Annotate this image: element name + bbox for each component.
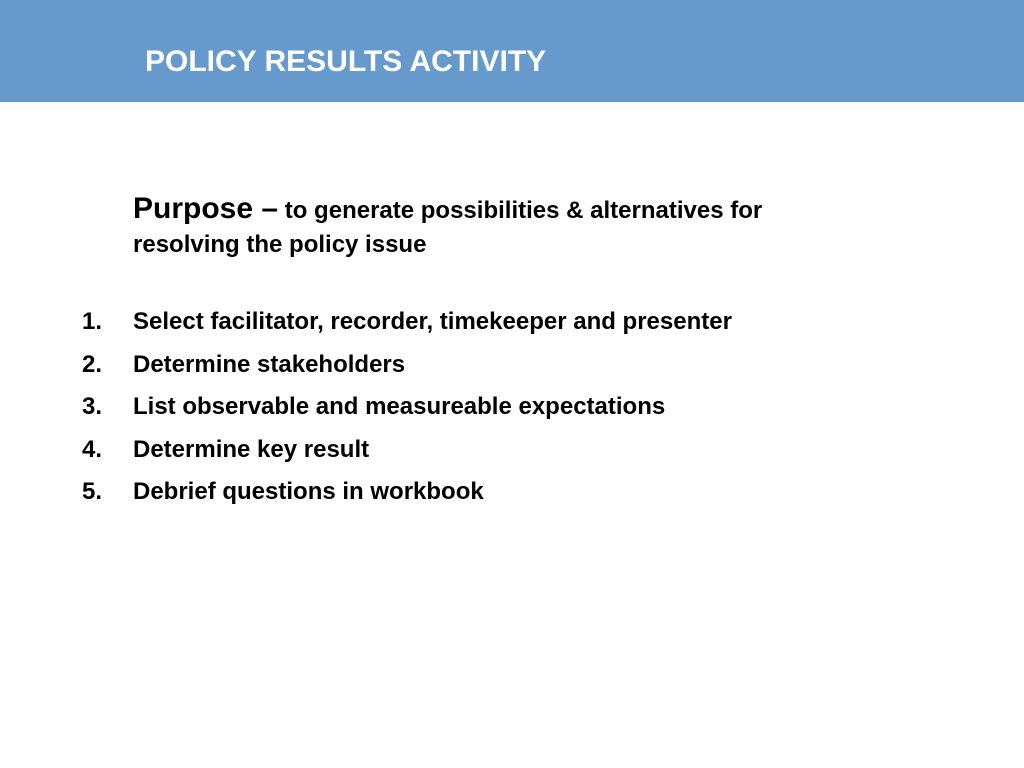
step-text: Debrief questions in workbook bbox=[133, 478, 484, 505]
purpose-term: Purpose – bbox=[133, 192, 279, 225]
step-number: 5. bbox=[82, 478, 103, 505]
step-item bbox=[82, 471, 732, 514]
step-item bbox=[82, 386, 732, 429]
step-text: List observable and measureable expectations bbox=[133, 393, 666, 420]
activity-steps-list bbox=[82, 301, 732, 514]
step-item bbox=[82, 429, 732, 472]
step-number: 2. bbox=[82, 350, 103, 378]
step-number: 1. bbox=[82, 308, 103, 335]
purpose-first-line bbox=[133, 192, 913, 228]
step-number: 3. bbox=[82, 393, 103, 420]
step-number: 4. bbox=[82, 435, 103, 463]
slide-title: POLICY RESULTS ACTIVITY bbox=[145, 45, 547, 78]
step-text: Select facilitator, recorder, timekeeper and presenter bbox=[133, 308, 732, 335]
title-bar bbox=[0, 0, 1024, 102]
step-item bbox=[82, 344, 732, 387]
purpose-description-continuation: resolving the policy issue bbox=[133, 231, 427, 258]
step-item bbox=[82, 301, 732, 344]
step-text: Determine stakeholders bbox=[133, 350, 406, 378]
purpose-description: to generate possibilities & alternatives for bbox=[284, 197, 763, 224]
purpose-statement bbox=[133, 192, 913, 262]
step-text: Determine key result bbox=[133, 435, 370, 463]
